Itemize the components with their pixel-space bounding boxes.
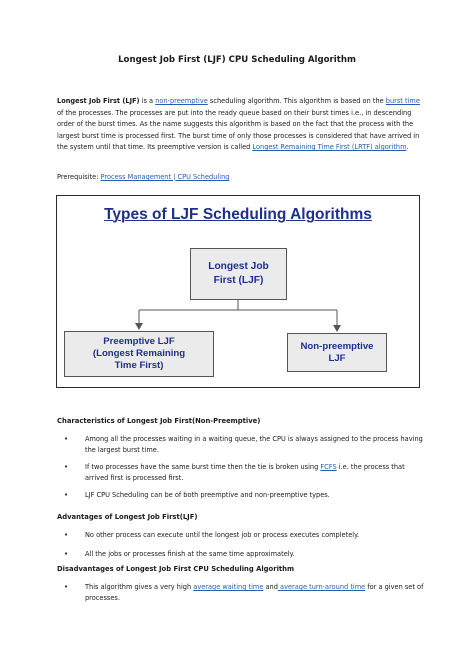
section-heading-disadvantages: Disadvantages of Longest Job First CPU Scheduling Algorithm — [57, 565, 295, 573]
advantages-list — [57, 530, 427, 566]
section-heading-characteristics: Characteristics of Longest Job First(Non-Preemptive) — [57, 417, 261, 425]
node-non-preemptive-ljf — [287, 333, 387, 372]
non-preemptive-link[interactable]: non-preemptive — [155, 97, 208, 105]
non-preemptive-node-label: Non-preemptive LJF — [300, 340, 374, 364]
average-waiting-time-link[interactable]: average waiting time — [193, 583, 264, 591]
intro-text: scheduling algorithm. This algorithm is based on the — [207, 97, 386, 105]
lrtf-link[interactable]: Longest Remaining Time First (LRTF) algorithm — [252, 143, 407, 152]
prerequisite-label: Prerequisite: — [57, 173, 101, 181]
arrowhead-right — [333, 325, 341, 332]
list-item-text: If two processes have the same burst time then the tie is broken using — [85, 463, 321, 471]
diagram-title: Types of LJF Scheduling Algorithms — [104, 206, 372, 223]
list-item-text: All the jobs or processes finish at the same time approximately. — [85, 550, 295, 558]
list-item-text: Among all the processes waiting in a waiting queue, the CPU is always assigned to the process having the largest burst time. — [85, 435, 423, 454]
intro-text: is a — [139, 97, 156, 105]
list-item — [57, 530, 427, 541]
intro-term: Longest Job First (LJF) — [57, 97, 140, 105]
prerequisite-line — [57, 172, 423, 183]
list-item-text: for a given set of processes. — [85, 583, 424, 602]
list-item — [57, 434, 427, 456]
root-node-ljf — [190, 248, 287, 300]
disadvantages-list — [57, 582, 427, 610]
arrowhead-left — [135, 323, 143, 330]
burst-time-link[interactable]: burst time — [385, 97, 420, 105]
list-item-text: This algorithm gives a very high — [85, 583, 194, 591]
prerequisite-link[interactable]: Process Management | CPU Scheduling — [100, 173, 230, 181]
list-item-text: i.e. the process that arrived first is processed first. — [85, 463, 405, 482]
average-turnaround-time-link[interactable]: average turn-around time — [277, 583, 366, 591]
intro-text: . — [406, 143, 409, 152]
list-item-text: and — [263, 583, 278, 591]
fcfs-link[interactable]: FCFS — [320, 463, 337, 471]
list-item-text: LJF CPU Scheduling can be of both preemptive and non-preemptive types. — [85, 491, 330, 499]
characteristics-list — [57, 434, 427, 507]
root-node-label: Longest Job First (LJF) — [208, 261, 269, 286]
list-item — [57, 490, 427, 501]
list-item-text: No other process can execute until the longest job or process executes completely. — [85, 531, 360, 539]
list-item — [57, 462, 427, 484]
list-item — [57, 582, 427, 604]
node-preemptive-ljf — [64, 331, 214, 377]
section-heading-advantages: Advantages of Longest Job First(LJF) — [57, 513, 198, 521]
intro-text: of the processes. The processes are put into the ready queue based on their burst times i.e., in descending order of the burst times. As the name suggests this algorithm is based on the fact that the process with the largest burst time is processed first. The burst time of only those processes is considered that have arrived in the system until that time. Its preemptive version is called — [57, 108, 420, 152]
list-item — [57, 549, 427, 560]
intro-paragraph — [57, 96, 423, 154]
document-title: Longest Job First (LJF) CPU Scheduling Algorithm — [118, 55, 356, 65]
preemptive-node-label: Preemptive LJF (Longest Remaining Time First) — [92, 336, 186, 371]
ljf-types-diagram — [56, 195, 420, 388]
